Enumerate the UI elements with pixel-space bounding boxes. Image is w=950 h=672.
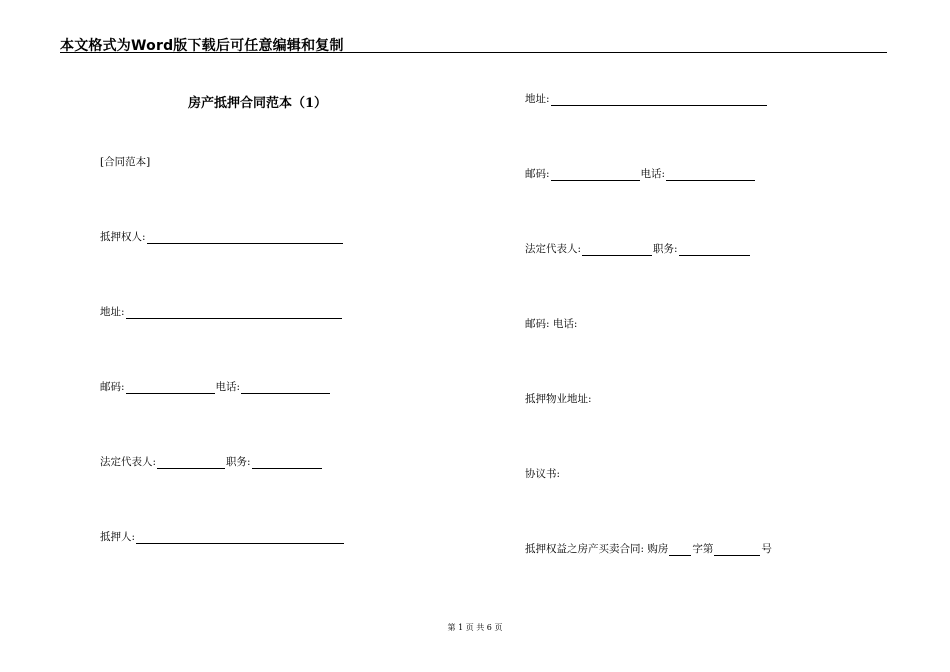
contract-template-tag-text: [合同范本] [100, 156, 151, 168]
property-address-field [525, 392, 592, 406]
purchase-contract-mid: 字第 [692, 543, 714, 555]
mortgagor-field [100, 530, 345, 544]
right-phone-label: 电话: [640, 168, 666, 180]
contract-template-tag [100, 155, 150, 169]
purchase-contract-blank-1[interactable] [669, 544, 691, 556]
left-postcode-blank[interactable] [126, 382, 215, 394]
left-position-label: 职务: [226, 456, 251, 468]
left-legal-rep-blank[interactable] [157, 457, 225, 469]
right-postcode-phone-plain [525, 317, 577, 331]
left-phone-label: 电话: [215, 381, 241, 393]
agreement-field [525, 467, 560, 481]
right-legal-rep-blank[interactable] [582, 244, 652, 256]
right-legal-rep-field [525, 242, 751, 256]
left-address-label: 地址: [100, 306, 125, 318]
right-legal-rep-label: 法定代表人: [525, 243, 582, 255]
property-address-label: 抵押物业地址: [525, 393, 592, 405]
right-postcode-phone-text: 邮码: 电话: [525, 318, 578, 330]
right-phone-blank[interactable] [666, 169, 755, 181]
left-legal-rep-label: 法定代表人: [100, 456, 157, 468]
left-address-field [100, 305, 343, 319]
left-address-blank[interactable] [126, 307, 342, 319]
agreement-label: 协议书: [525, 468, 561, 480]
purchase-contract-prefix: 抵押权益之房产买卖合同: 购房 [525, 543, 669, 555]
left-legal-rep-field [100, 455, 323, 469]
left-postcode-label: 邮码: [100, 381, 125, 393]
left-position-blank[interactable] [252, 457, 322, 469]
document-title: 房产抵押合同范本（1） [188, 96, 328, 111]
right-postcode-blank[interactable] [551, 169, 640, 181]
purchase-contract-suffix: 号 [761, 543, 772, 555]
mortgagee-field [100, 230, 344, 244]
mortgagor-label: 抵押人: [100, 531, 136, 543]
right-postcode-phone-field [525, 167, 756, 181]
right-position-blank[interactable] [679, 244, 750, 256]
right-address-field [525, 92, 768, 106]
right-address-label: 地址: [525, 93, 550, 105]
purchase-contract-blank-2[interactable] [714, 544, 760, 556]
purchase-contract-field [525, 542, 772, 556]
right-postcode-label: 邮码: [525, 168, 550, 180]
page-number: 第 1 页 共 6 页 [447, 623, 503, 632]
mortgagee-blank[interactable] [147, 232, 343, 244]
header-title: 本文格式为Word版下载后可任意编辑和复制 [60, 38, 344, 54]
mortgagee-label: 抵押权人: [100, 231, 146, 243]
page-footer [0, 622, 950, 633]
right-address-blank[interactable] [551, 94, 767, 106]
left-phone-blank[interactable] [241, 382, 330, 394]
left-postcode-phone-field [100, 380, 331, 394]
mortgagor-blank[interactable] [136, 532, 344, 544]
right-position-label: 职务: [653, 243, 678, 255]
header-divider [60, 52, 887, 53]
